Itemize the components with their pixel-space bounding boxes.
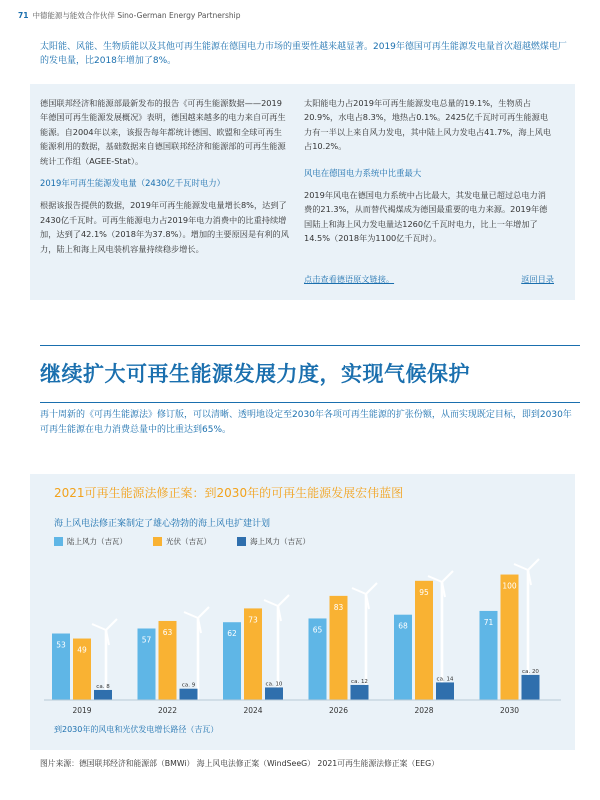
right-column [304, 96, 554, 246]
left-column [40, 96, 290, 256]
legend-offshore [237, 536, 310, 547]
x-tick-label: 2024 [243, 706, 263, 715]
data-label: 65 [312, 625, 323, 635]
bar-offshore-2024 [265, 687, 283, 700]
back-to-contents-link[interactable]: 返回目录 [521, 274, 554, 284]
data-label: ca. 12 [351, 678, 368, 685]
data-label: 49 [77, 645, 87, 655]
chart-subtitle: 海上风电法修正案制定了雄心勃勃的海上风电扩建计划 [54, 519, 271, 529]
bar-offshore-2022 [180, 689, 198, 700]
intro-paragraph: 太阳能、风能、生物质能以及其他可再生能源在德国电力市场的重要性越来越显著。2019年德国可再生能源发电量首次超越燃煤电厂的发电量，比2018年增加了8%。 [40, 42, 567, 66]
data-label: ca. 20 [522, 668, 539, 675]
legend-onshore [54, 536, 127, 547]
data-label: ca. 8 [96, 683, 110, 690]
data-label: 73 [248, 615, 258, 625]
data-label: ca. 10 [265, 681, 283, 688]
chart-legend [54, 536, 310, 547]
legend-onshore-label: 陆上风力（吉瓦） [67, 537, 127, 546]
legend-solar-label: 光伏（吉瓦） [166, 537, 211, 546]
link-row [304, 274, 554, 285]
left-paragraph-1: 德国联邦经济和能源部最新发布的报告《可再生能源数据——2019年德国可再生能源发展概况》表明，德国越来越多的电力来自可再生能源。自2004年以来，该报告每年都统计德国、欧盟和全球可再生能源利用的数据，基础数据来自德国联邦经济和能源部的可再生能源统计工作组（AGEE-Stat）。 [40, 98, 286, 166]
legend-solar [153, 536, 211, 547]
data-label: 83 [333, 602, 344, 612]
data-label: 68 [398, 621, 408, 631]
bar-solar-2028 [415, 581, 433, 700]
page-number: 71 [18, 11, 29, 20]
bar-solar-2030 [501, 575, 519, 700]
bar-offshore-2028 [436, 682, 454, 700]
bar-offshore-2026 [351, 685, 369, 700]
data-label: 62 [227, 629, 237, 639]
data-label: 95 [419, 587, 429, 597]
legend-offshore-swatch [237, 537, 246, 546]
right-paragraph-1: 太阳能电力占2019年可再生能源发电总量的19.1%，生物质占20.9%，水电占8.3%，地热占0.1%。2425亿千瓦时可再生能源电力有一半以上来自风力发电，其中陆上风力发电占41.7%，海上风电占10.2%。 [304, 98, 552, 152]
right-subtitle: 风电在德国电力系统中比重最大 [304, 167, 422, 178]
page-header [18, 10, 240, 21]
legend-solar-swatch [153, 537, 162, 546]
data-label: 100 [502, 581, 517, 591]
chart-title: 2021可再生能源法修正案：到2030年的可再生能源发展宏伟蓝图 [54, 486, 404, 500]
lead-paragraph: 再十周新的《可再生能源法》修订版，可以清晰、透明地设定至2030年各项可再生能源的扩张份额，从而实现既定目标，即到2030年可再生能源在电力消费总量中的比重达到65%。 [40, 410, 572, 435]
route-note: 到2030年的风电和光伏发电增长路径（吉瓦） [54, 725, 219, 734]
data-label: 53 [56, 640, 66, 650]
left-subtitle: 2019年可再生能源发电量（2430亿千瓦时电力） [40, 178, 226, 189]
data-label: 57 [141, 635, 152, 645]
header-title: 中德能源与能效合作伙伴 Sino-German Energy Partnership [32, 11, 241, 20]
x-tick-label: 2019 [72, 706, 92, 715]
data-label: ca. 14 [436, 676, 454, 683]
bar-offshore-2030 [522, 675, 540, 700]
more-link[interactable]: 点击查看德语原文链接。 [304, 274, 395, 284]
x-tick-label: 2026 [328, 706, 349, 715]
x-tick-label: 2028 [414, 706, 434, 715]
x-tick-label: 2022 [157, 706, 178, 715]
left-paragraph-2: 根据该报告提供的数据，2019年可再生能源发电量增长8%，达到了2430亿千瓦时。可再生能源电力占2019年电力消费中的比重持续增加，达到了42.1%（2018年为37.8%）。增加的主要原因是有利的风力，陆上和海上风电装机容量持续稳步增长。 [40, 200, 289, 254]
legend-onshore-swatch [54, 537, 63, 546]
bar-offshore-2019 [94, 690, 112, 700]
data-label: 71 [483, 617, 494, 627]
legend-offshore-label: 海上风力（吉瓦） [250, 537, 310, 546]
right-paragraph-2: 2019年风电在德国电力系统中占比最大，其发电量已超过总电力消费的21.3%，从而替代褐煤成为德国最重要的电力来源。2019年德国陆上和海上风力发电量达1260亿千瓦时电力，比上一年增加了14.5%（2018年为1100亿千瓦时）。 [304, 190, 548, 244]
section-title: 继续扩大可再生能源发展力度，实现气候保护 [40, 345, 580, 403]
x-tick-label: 2030 [499, 706, 520, 715]
data-label: ca. 9 [181, 682, 196, 689]
data-label: 63 [162, 627, 173, 637]
renewables-bar-chart [30, 550, 575, 722]
image-source: 图片来源：德国联邦经济和能源部（BMWi） 海上风电法修正案（WindSeeG） 2021可再生能源法修正案（EEG） [40, 759, 439, 768]
